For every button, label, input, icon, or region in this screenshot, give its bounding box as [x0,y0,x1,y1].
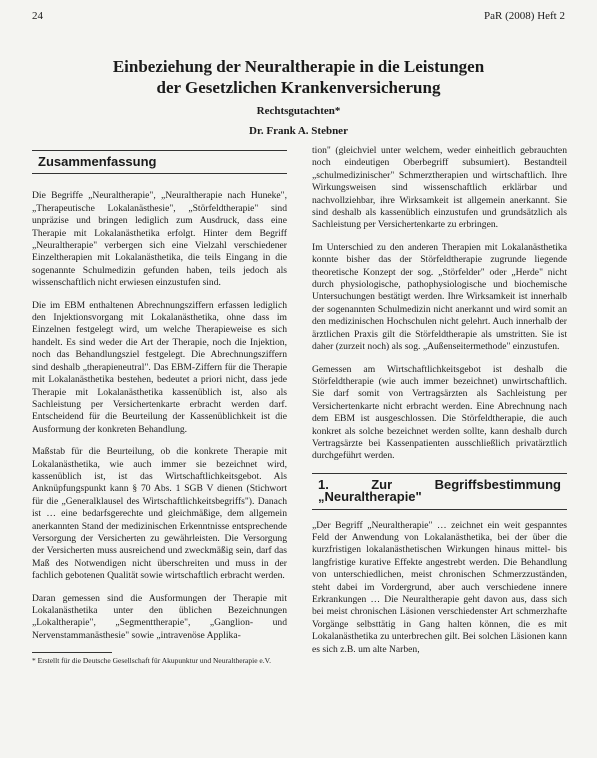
footnote: * Erstellt für die Deutsche Gesellschaft für Akupunktur und Neuraltherapie e.V. [32,656,271,666]
article-title [0,56,597,98]
running-header: PaR (2008) Heft 2 [484,10,565,22]
footnote-divider [32,652,112,653]
article-subtitle: Rechtsgutachten* [256,105,341,117]
page-number: 24 [32,10,43,22]
paragraph: Gemessen am Wirtschaftlichkeitsgebot ist deshalb die Störfeldtherapie (wie auch immer bezeichnet) unwirtschaftlich. Sie darf somit von Vertragsärzten als Sachleistung per Versichertenkarte nicht erbracht werden. Eine Abrechnung nach dem EBM ist ausgeschlossen. Die Störfeldtherapie, die auch konkret als solche bezeichnet werden sollte, kann deshalb durch Vertragsärzte bei Kassenpatienten ausschließlich privatärztlich durchgeführt werden. [312,363,567,462]
paragraph: Im Unterschied zu den anderen Therapien mit Lokalanästhetika konnte bisher das der Störfeldtherapie zugrunde liegende theoretische Konzept der sog. „Störfelder" oder „Herde" nicht durch physiologische, pathophysiologische und biochemische Untersuchungen bestätigt werden. Ihre Wirksamkeit ist innerhalb der sogenannten Schulmedizin nicht anerkannt und wird somit an den medizinischen Hochschulen nicht gelehrt. Auch innerhalb der ärztlichen Praxis gilt die Störfeldtherapie als umstritten. Sie ist daher (zurzeit noch) als sog. „Außenseitermethode" einzustufen. [312,241,567,353]
paragraph: Maßstab für die Beurteilung, ob die konkrete Therapie mit Lokalanästhetika, wie auch immer sie bezeichnet wird, kassenüblich ist, ist das Wirtschaftlichkeitsgebot. Als Anknüpfungspunkt kann § 70 Abs. 1 SGB V dienen (Stichwort für die „Generalklausel des Wirtschaftlichkeitsbegriffs"). Danach ist … eine bedarfsgerechte und gleichmäßige, dem allgemein anerkannten Stand der medizinischen Erkenntnisse entsprechende Versorgung der Versicherten zu gewährleisten. Die Versorgung der Versicherten muss ausreichend und zweckmäßig sein, darf das Maß des Notwendigen nicht überschreiten und muss in der fachlich gebotenen Qualität sowie wirtschaftlich erbracht werden. [32,446,287,582]
paragraph: „Der Begriff „Neuraltherapie" … zeichnet ein weit gespanntes Feld der Anwendung von Lokalanästhetika, bei der über die kurzfristigen lokalanästhetischen Wirkungen hinaus mittel- bis langfristige kurative Effekte angestrebt werden. Die Behandlung von unterschiedlichen, meist chronischen Schmerzzuständen, steht dabei im Vordergrund, aber auch verschiedene innere Erkrankungen … Die Neuraltherapie geht davon aus, dass sich bei meist chronischen Läsionen verschiedenster Art schmerzhafte Vorgänge selbsttätig in Gang halten können, die es mit Lokalanästhetika zu unterbrechen gilt. Bei solchen Läsionen kann es sich z.B. um alte Narben, [312,519,567,655]
title-line-1: Einbeziehung der Neuraltherapie in die Leistungen [112,57,485,76]
paragraph: Die im EBM enthaltenen Abrechnungsziffern erfassen lediglich den Injektionsvorgang mit Lokalanästhetika, ohne dass im Einzelnen festgelegt wird, um welche Therapieweise es sich handelt. Es sind weder die Art der Therapie, noch die Injektion, noch das Behandlungsziel festgelegt. Die Abrechnungsziffern sind deshalb „therapieneutral". Das EBM-Ziffern für die Therapie mit Lokalanästhetika bestehen, bedeutet a priori nicht, dass jede Therapie mit Lokalanästhetika kassenüblich ist, also als Sachleistung per Versichertenkarte erbracht werden darf. Entscheidend für die Beurteilung der Kassenüblichkeit ist die Ausformung der konkreten Behandlung. [32,299,287,435]
left-column [32,150,287,665]
section-heading-definition: 1. Zur Begriffsbestimmung „Neuraltherapie" [312,473,567,510]
author-name: Dr. Frank A. Stebner [249,125,348,137]
paragraph: tion" (gleichviel unter welchem, weder einheitlich gebrauchten noch eindeutigen Oberbegriff subsumiert). Bestandteil „schulmedizinischer" Schmerztherapien und wirtschaftlich. Ihre Wirkungsweisen sind wissenschaftlich erklärbar und nachvollziehbar, ihre Wirksamkeit ist allgemein anerkannt. Sie sind deshalb als kassenüblich einzustufen und grundsätzlich als Sachleistung per Versichertenkarte zu erbringen. [312,145,567,231]
paragraph: Die Begriffe „Neuraltherapie", „Neuraltherapie nach Huneke", „Therapeutische Lokalanästhesie", „Störfeldtherapie" sind unpräzise und bringen lediglich zum Ausdruck, dass eine Therapie mit Lokalanästhetika erfolgt. Hinter dem Begriff „Neuraltherapie" verbergen sich eine Vielzahl verschiedener Einzeltherapien mit Lokalanästhetika, die teils Eingang in die sogenannte Schulmedizin gefunden haben, teils jedoch als wissenschaftlich nicht erwiesen einzustufen sind. [32,190,287,289]
paragraph: Daran gemessen sind die Ausformungen der Therapie mit Lokalanästhetika unter den üblichen Bezeichnungen „Lokaltherapie", „Segmenttherapie", „Ganglion- und Nervenstammanästhesie" sowie „intravenöse Applika- [32,592,287,641]
title-line-2: der Gesetzlichen Krankenversicherung [156,78,441,97]
right-column [312,145,567,666]
section-heading-summary: Zusammenfassung [32,150,287,174]
